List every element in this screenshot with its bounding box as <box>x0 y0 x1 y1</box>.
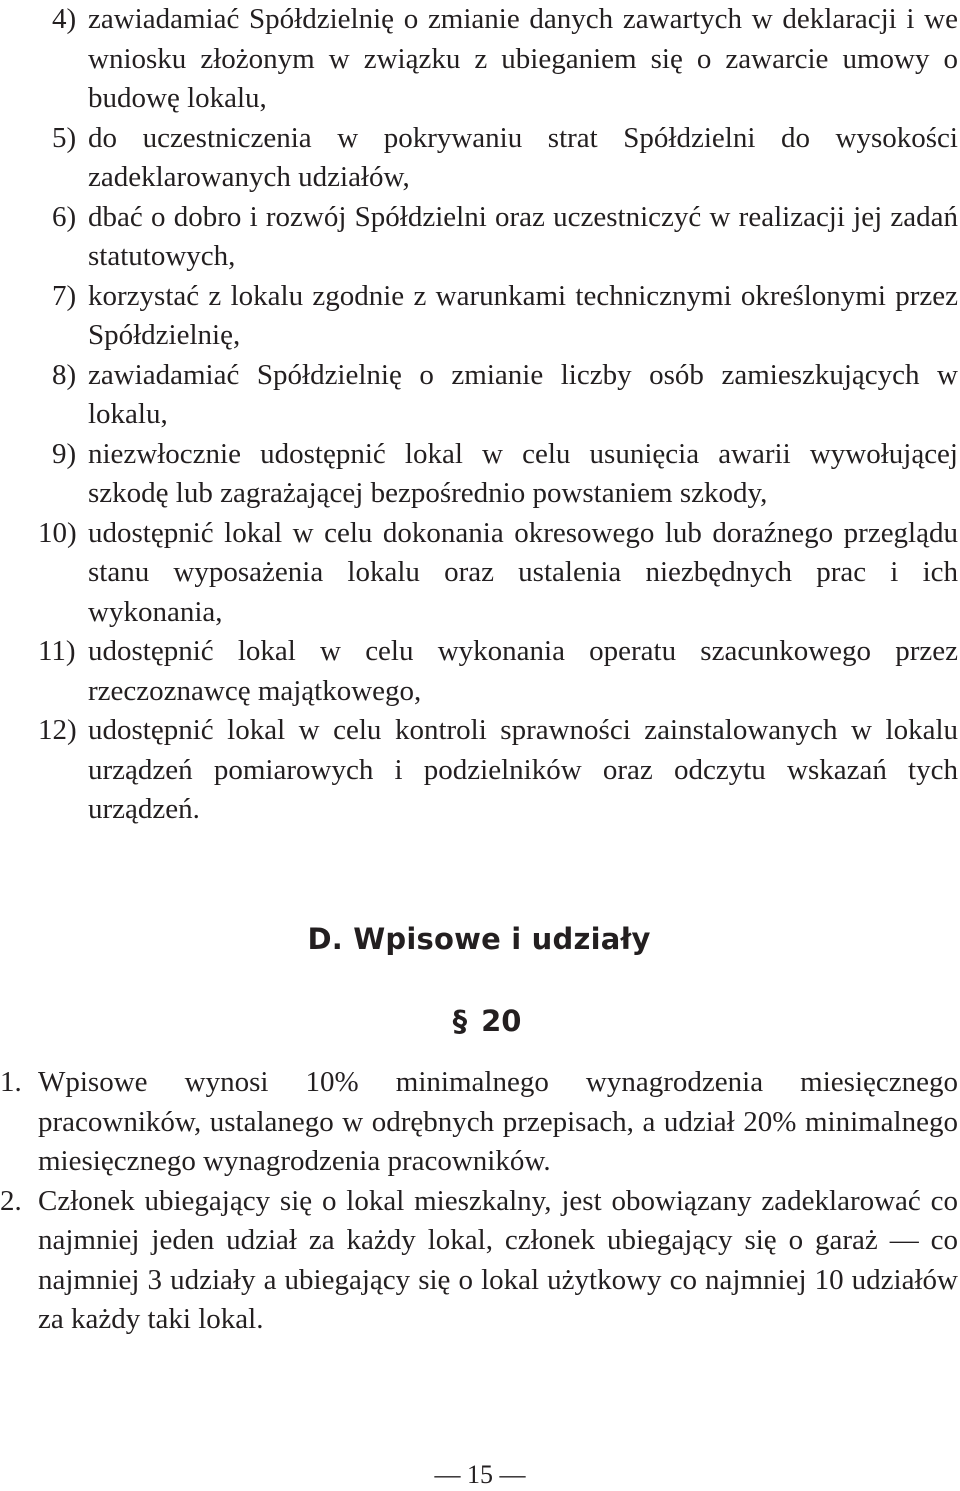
list-item-number: 4) <box>52 3 77 35</box>
list-item-number: 6) <box>52 200 77 233</box>
list-item <box>0 1182 958 1340</box>
list-item-text: zawiadamiać Spółdzielnię o zmianie danych zawartych w deklaracji i we wniosku złożonym w związku z ubieganiem się o zawarcie umowy o budowę lokalu, <box>88 3 958 114</box>
page-number: — 15 — <box>434 1460 526 1489</box>
list-item-text: do uczestniczenia w pokrywaniu strat Spółdzielni do wysokości zadeklarowanych udziałów, <box>88 121 958 193</box>
list-item-number: 8) <box>52 358 77 391</box>
list-item-number: 11) <box>38 635 76 667</box>
point-text: Wpisowe wynosi 10% minimalnego wynagrodzenia miesięcznego pracowników, ustalanego w odrębnych przepisach, a udział 20% minimalnego miesięcznego wynagrodzenia pracowników. <box>38 1066 958 1177</box>
list-item <box>0 632 958 711</box>
list-item <box>0 119 958 198</box>
list-item-number: 9) <box>52 437 77 470</box>
point-number: 1. <box>0 1066 22 1098</box>
paragraph-number: 20 <box>481 1004 522 1038</box>
list-item-text: udostępnić lokal w celu dokonania okresowego lub doraźnego przeglądu stanu wyposażenia lokalu oraz ustalenia niezbędnych prac i ich wykonania, <box>88 516 958 628</box>
list-item <box>0 514 958 633</box>
paragraph-heading <box>0 1004 960 1038</box>
list-item-text: niezwłocznie udostępnić lokal w celu usunięcia awarii wywołującej szkodę lub zagrażającej bezpośrednio powstaniem szkody, <box>88 437 958 509</box>
list-item-text: udostępnić lokal w celu wykonania operatu szacunkowego przez rzeczoznawcę majątkowego, <box>88 635 958 707</box>
list-item-text: dbać o dobro i rozwój Spółdzielni oraz uczestniczyć w realizacji jej zadań statutowych, <box>88 200 958 272</box>
list-item <box>0 1063 958 1182</box>
paragraph-symbol: § <box>452 1004 468 1038</box>
list-item-text: korzystać z lokalu zgodnie z warunkami technicznymi określonymi przez Spółdzielnię, <box>88 279 958 351</box>
list-item <box>0 711 958 830</box>
section-heading-text: D. Wpisowe i udziały <box>307 922 651 956</box>
point-number: 2. <box>0 1184 22 1217</box>
list-item <box>0 435 958 514</box>
list-item-number: 12) <box>38 714 77 746</box>
paragraph-points <box>0 1063 958 1340</box>
list-item <box>0 277 958 356</box>
list-item-number: 10) <box>38 516 77 549</box>
list-item-number: 7) <box>52 279 77 312</box>
list-item <box>0 198 958 277</box>
list-item <box>0 356 958 435</box>
list-item <box>0 0 958 119</box>
list-item-text: zawiadamiać Spółdzielnię o zmianie liczby osób zamieszkujących w lokalu, <box>88 358 958 430</box>
list-item-number: 5) <box>52 121 77 154</box>
list-item-text: udostępnić lokal w celu kontroli sprawności zainstalowanych w lokalu urządzeń pomiarowych i podzielników oraz odczytu wskazań tych urządzeń. <box>88 714 958 825</box>
point-text: Członek ubiegający się o lokal mieszkalny, jest obowiązany zadeklarować co najmniej jeden udział za każdy lokal, członek ubiegający się o garaż — co najmniej 3 udziały a ubiegający się o lokal użytkowy co najmniej 10 udziałów za każdy taki lokal. <box>38 1184 958 1335</box>
section-heading <box>0 922 960 956</box>
